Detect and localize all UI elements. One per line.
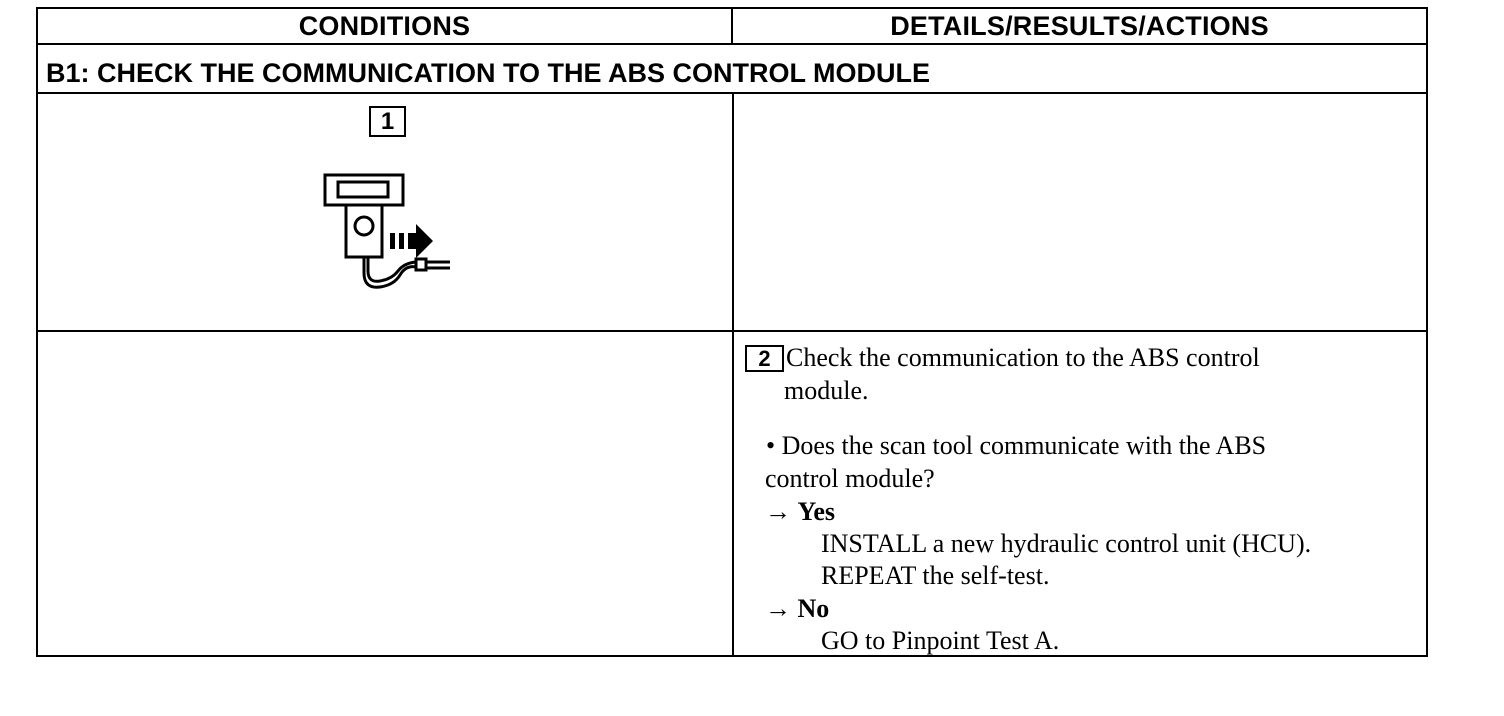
yes-arrow: → — [765, 497, 791, 526]
details-header: DETAILS/RESULTS/ACTIONS — [890, 11, 1269, 41]
scan-tool-connect-icon — [320, 171, 460, 298]
no-branch — [765, 592, 829, 625]
yes-action-2: REPEAT the self-test. — [821, 561, 1050, 590]
no-action-1: GO to Pinpoint Test A. — [821, 626, 1060, 655]
yes-label: Yes — [797, 497, 836, 526]
question-line1: • Does the scan tool communicate with the ABS — [766, 431, 1267, 460]
section-title: B1: CHECK THE COMMUNICATION TO THE ABS CONTROL MODULE — [46, 58, 930, 88]
conditions-header: CONDITIONS — [298, 11, 471, 41]
step-2-badge: 2 — [745, 345, 784, 372]
step-1-badge: 1 — [369, 106, 406, 137]
column-divider — [732, 92, 734, 655]
yes-branch — [765, 495, 835, 528]
no-label: No — [797, 594, 830, 623]
question-line2: control module? — [765, 464, 935, 493]
no-arrow: → — [765, 594, 791, 623]
step-2-title-line1: Check the communication to the ABS control — [786, 343, 1260, 372]
diagnostic-table — [36, 7, 1428, 657]
step-2-title-line2: module. — [784, 376, 869, 405]
yes-action-1: INSTALL a new hydraulic control unit (HCU). — [821, 529, 1312, 558]
